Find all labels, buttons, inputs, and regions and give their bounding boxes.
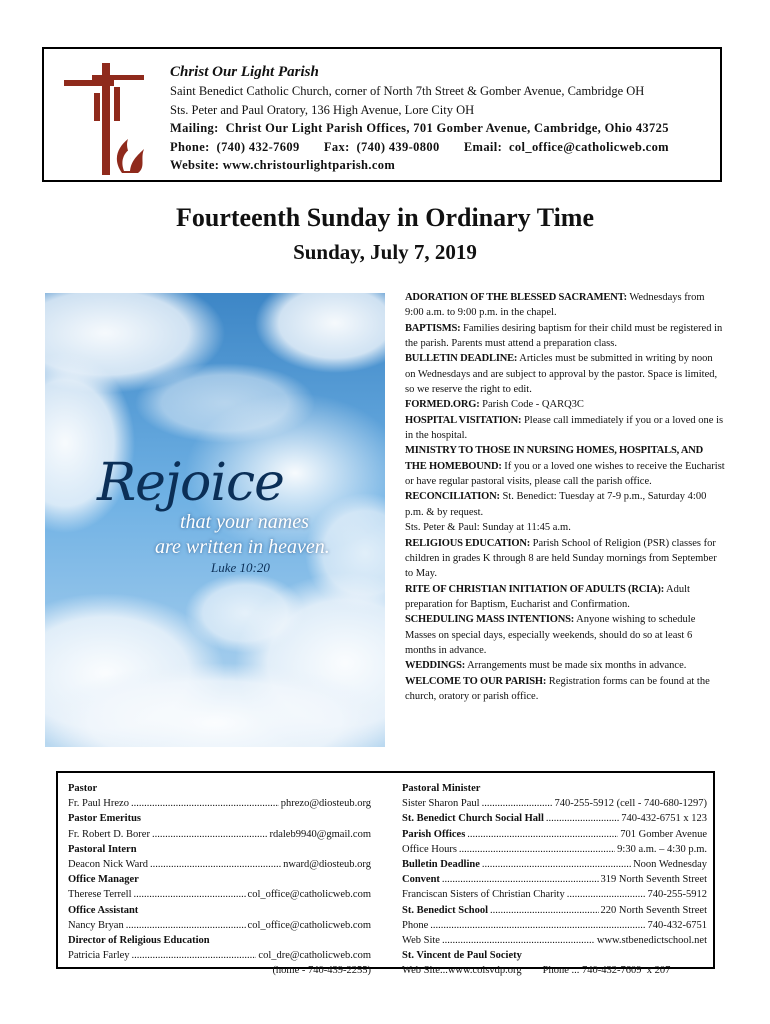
staff-note: (home - 740-439-2255) <box>272 965 371 977</box>
staff-role: Pastor Emeritus <box>68 813 142 825</box>
info-item: HOSPITAL VISITATION: Please call immediately if you or a loved one is in the hospital. <box>405 414 724 442</box>
poster-citation: Luke 10:20 <box>211 560 270 575</box>
staff-role: Office Assistant <box>68 904 139 916</box>
info-item: RECONCILIATION: St. Benedict: Tuesday at 7-9 p.m., Saturday 4:00 p.m. & by request. <box>405 491 707 518</box>
info-item: MINISTRY TO THOSE IN NURSING HOMES, HOSPITALS, AND THE HOMEBOUND: If you or a loved one wishes to receive the Eucharist or have regular pastoral visits, please call the parish office. <box>405 445 725 488</box>
poster-line-2: are written in heaven. <box>155 536 330 558</box>
staff-row: Parish Offices ..... 701 Gomber Avenue <box>402 827 707 842</box>
staff-row: Web Site...www.colsvdp.org Phone ... 740-432-7609 x 207 <box>402 965 671 977</box>
info-item: WEDDINGS: Arrangements must be made six months in advance. <box>405 660 687 672</box>
staff-role: Director of Religious Education <box>68 935 210 947</box>
staff-role: St. Vincent de Paul Society <box>402 950 522 962</box>
info-item: RITE OF CHRISTIAN INITIATION OF ADULTS (RCIA): Adult preparation for Baptism, Eucharist and Confirmation. <box>405 583 690 610</box>
info-item: SCHEDULING MASS INTENTIONS: Anyone wishing to schedule Masses on special days, especially weekends, should do so at least 6 months in advance. <box>405 614 696 656</box>
info-item: ADORATION OF THE BLESSED SACRAMENT: Wednesdays from 9:00 a.m. to 9:00 p.m. in the chapel. <box>405 292 705 319</box>
staff-row: Deacon Nick Ward ..... nward@diosteub.org <box>68 857 371 872</box>
info-item: Sts. Peter & Paul: Sunday at 11:45 a.m. <box>405 522 571 534</box>
info-item: BULLETIN DEADLINE: Articles must be submitted in writing by noon on Wednesdays and are subject to approval by the pastor. Space is limited, so we reserve the right to edit. <box>405 353 718 396</box>
poster-line-1: that your names <box>180 511 309 533</box>
staff-row: Fr. Paul Hrezo ..... phrezo@diosteub.org <box>68 796 371 811</box>
header-website: Website: www.christourlightparish.com <box>170 158 396 172</box>
staff-row: Phone ..... 740-432-6751 <box>402 918 707 933</box>
staff-row: Sister Sharon Paul ..... 740-255-5912 (cell - 740-680-1297) <box>402 796 707 811</box>
info-item: RELIGIOUS EDUCATION: Parish School of Religion (PSR) classes for children in grades K through 8 are held Sunday mornings from September to May. <box>405 537 717 580</box>
header-box <box>42 47 722 182</box>
staff-row: Office Hours ..... 9:30 a.m. – 4:30 p.m. <box>402 842 707 857</box>
staff-row: Nancy Bryan ..... col_office@catholicweb.com <box>68 918 371 933</box>
staff-row: Web Site ..... www.stbenedictschool.net <box>402 933 707 948</box>
cross-flame-logo-icon <box>64 63 144 175</box>
parish-name: Christ Our Light Parish <box>170 64 319 80</box>
page-date: Sunday, July 7, 2019 <box>293 240 477 264</box>
info-item: WELCOME TO OUR PARISH: Registration forms can be found at the church, oratory or parish office. <box>405 675 710 702</box>
header-line-1: Saint Benedict Catholic Church, corner of North 7th Street & Gomber Avenue, Cambridge OH <box>170 84 645 98</box>
header-mailing: Mailing: Christ Our Light Parish Offices, 701 Gomber Avenue, Cambridge, Ohio 43725 <box>170 121 669 135</box>
staff-directory <box>56 771 715 977</box>
staff-row: St. Benedict Church Social Hall ..... 740-432-6751 x 123 <box>402 811 707 826</box>
info-item: BAPTISMS: Families desiring baptism for their child must be registered in the parish. Parents must attend a preparation class. <box>405 322 723 350</box>
poster-image <box>45 293 385 747</box>
staff-row: Fr. Robert D. Borer ..... rdaleb9940@gmail.com <box>68 827 371 842</box>
poster-rejoice: Rejoice <box>97 453 284 513</box>
header-line-2: Sts. Peter and Paul Oratory, 136 High Avenue, Lore City OH <box>170 102 475 117</box>
staff-row: Therese Terrell ..... col_office@catholicweb.com <box>68 887 371 902</box>
staff-role: Pastoral Minister <box>402 783 481 794</box>
staff-row: Patricia Farley ..... col_dre@catholicweb.com <box>68 948 371 963</box>
info-item: FORMED.ORG: Parish Code - QARQ3C <box>405 399 584 411</box>
staff-row: Convent ..... 319 North Seventh Street <box>402 872 707 887</box>
page-title: Fourteenth Sunday in Ordinary Time <box>176 203 594 232</box>
staff-row: St. Benedict School ..... 220 North Seventh Street <box>402 903 707 918</box>
staff-row: Bulletin Deadline ..... Noon Wednesday <box>402 857 707 872</box>
staff-role: Pastoral Intern <box>68 843 137 855</box>
staff-role: Pastor <box>68 783 98 794</box>
staff-row: Franciscan Sisters of Christian Charity ..... 740-255-5912 <box>402 887 707 902</box>
staff-column-left <box>68 781 371 979</box>
staff-role: Office Manager <box>68 874 139 886</box>
staff-column-right <box>402 781 707 979</box>
info-list <box>405 290 725 704</box>
header-contact: Phone: (740) 432-7609 Fax: (740) 439-0800 Email: col_office@catholicweb.com <box>170 139 669 154</box>
